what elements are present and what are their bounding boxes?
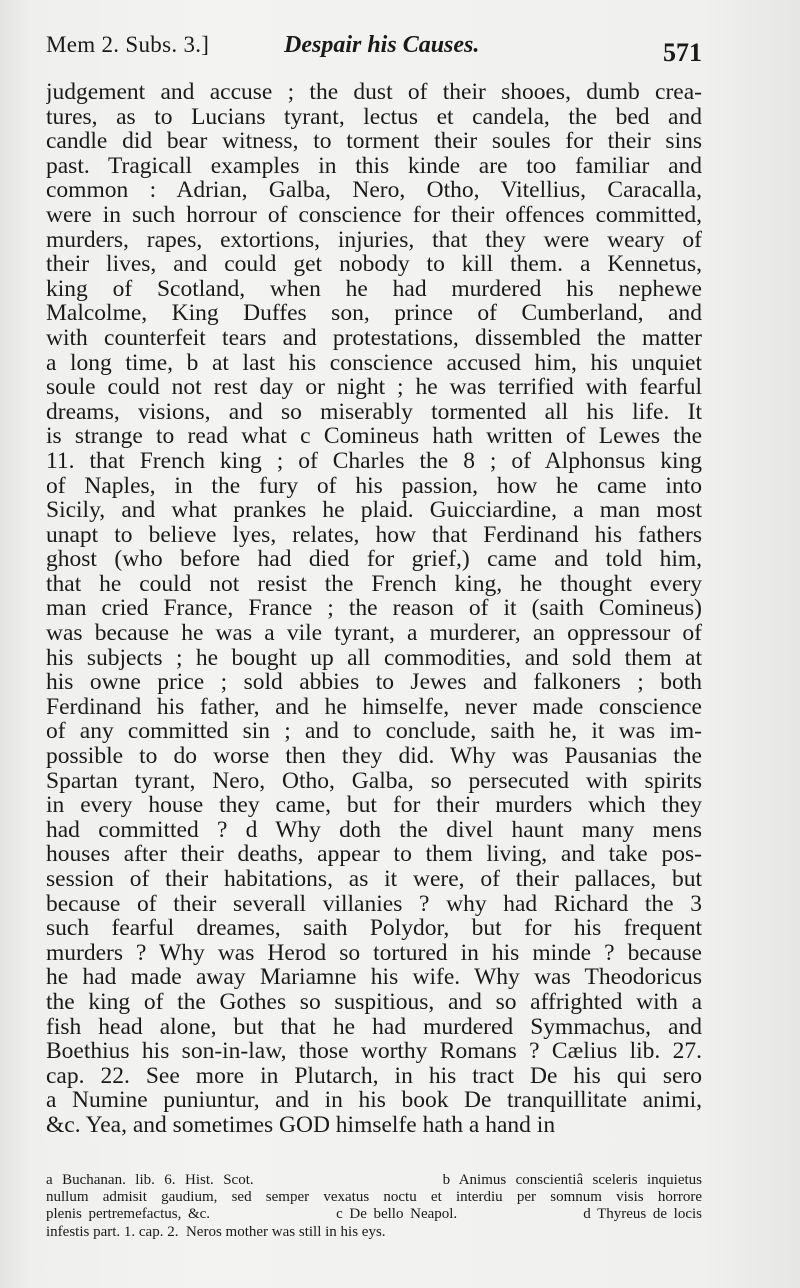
text-line: a long time, b at last his conscience accused him, his unquiet bbox=[46, 350, 702, 376]
text-line: judgement and accuse ; the dust of their shooes, dumb crea- bbox=[46, 80, 702, 105]
text-line: their lives, and could get nobody to kill them. a Kennetus, bbox=[46, 252, 702, 277]
text-line: had committed ? d Why doth the divel haunt many mens bbox=[46, 817, 702, 843]
text-line: session of their habitations, as it were, of their pallaces, but bbox=[46, 867, 702, 892]
text-line: cap. 22. See more in Plutarch, in his tract De his qui sero bbox=[46, 1063, 702, 1089]
text-line: fish head alone, but that he had murdered Symmachus, and bbox=[46, 1014, 702, 1040]
text-line: Boethius his son-in-law, those worthy Romans ? Cælius lib. 27. bbox=[46, 1039, 702, 1064]
text-line: dreams, visions, and so miserably tormented all his life. It bbox=[46, 399, 702, 425]
text-line: possible to do worse then they did. Why was Pausanias the bbox=[46, 744, 702, 769]
text-line: his subjects ; he bought up all commodities, and sold them at bbox=[46, 645, 702, 671]
text-line: were in such horrour of conscience for their offences committed, bbox=[46, 202, 702, 228]
text-line: the king of the Gothes so suspitious, and so affrighted with a bbox=[46, 989, 702, 1015]
text-line: a Numine puniuntur, and in his book De tranquillitate animi, bbox=[46, 1088, 702, 1113]
text-line: that he could not resist the French king, he thought every bbox=[46, 571, 702, 597]
text-line: 11. that French king ; of Charles the 8 ; of Alphonsus king bbox=[46, 448, 702, 474]
text-line: Spartan tyrant, Nero, Otho, Galba, so persecuted with spirits bbox=[46, 768, 702, 794]
text-line: in every house they came, but for their murders which they bbox=[46, 793, 702, 818]
text-line: such fearful dreames, saith Polydor, but for his frequent bbox=[46, 916, 702, 941]
footnote-line: infestis part. 1. cap. 2. Neros mother was still in his eys. bbox=[46, 1223, 386, 1240]
footnote-line: nullum admisit gaudium, sed semper vexatus noctu et interdiu per somnum visis horrore bbox=[46, 1189, 702, 1206]
running-header bbox=[46, 30, 702, 70]
header-title: Despair his Causes. bbox=[284, 32, 480, 58]
text-line: of Naples, in the fury of his passion, how he came into bbox=[46, 473, 702, 499]
text-line: is strange to read what c Comineus hath written of Lewes the bbox=[46, 424, 702, 449]
text-line: tures, as to Lucians tyrant, lectus et candela, the bed and bbox=[46, 104, 702, 130]
text-line: of any committed sin ; and to conclude, saith he, it was im- bbox=[46, 719, 702, 745]
text-line: candle did bear witness, to torment their soules for their sins bbox=[46, 129, 702, 154]
text-line: &c. Yea, and sometimes GOD himselfe hath a hand in bbox=[46, 1112, 556, 1138]
text-line: houses after their deaths, appear to them living, and take pos- bbox=[46, 842, 702, 867]
text-line: soule could not rest day or night ; he was terrified with fearful bbox=[46, 375, 702, 400]
footnotes bbox=[46, 1172, 702, 1241]
text-line: because of their severall villanies ? why had Richard the 3 bbox=[46, 891, 702, 917]
text-line: man cried France, France ; the reason of it (saith Comineus) bbox=[46, 596, 702, 622]
page-number: 571 bbox=[663, 38, 702, 67]
text-line: ghost (who before had died for grief,) came and told him, bbox=[46, 547, 702, 572]
text-line: with counterfeit tears and protestations, dissembled the matter bbox=[46, 325, 702, 351]
text-line: unapt to believe lyes, relates, how that Ferdinand his fathers bbox=[46, 522, 702, 548]
text-line: murders ? Why was Herod so tortured in his minde ? because bbox=[46, 940, 702, 966]
text-line: king of Scotland, when he had murdered his nephewe bbox=[46, 276, 702, 302]
footnote-line: a Buchanan. lib. 6. Hist. Scot. b Animus conscientiâ sceleris inquietus bbox=[46, 1172, 702, 1188]
text-line: his owne price ; sold abbies to Jewes and falkoners ; both bbox=[46, 670, 702, 695]
text-line: Sicily, and what prankes he plaid. Guicciardine, a man most bbox=[46, 498, 702, 523]
text-line: Ferdinand his father, and he himselfe, never made conscience bbox=[46, 694, 702, 720]
text-line: he had made away Mariamne his wife. Why was Theodoricus bbox=[46, 965, 702, 990]
header-section-ref: Mem 2. Subs. 3.] bbox=[46, 32, 210, 57]
text-line: murders, rapes, extortions, injuries, that they were weary of bbox=[46, 227, 702, 253]
text-line: common : Adrian, Galba, Nero, Otho, Vitellius, Caracalla, bbox=[46, 178, 702, 203]
main-text bbox=[46, 80, 702, 1138]
text-line: past. Tragicall examples in this kinde are too familiar and bbox=[46, 153, 702, 179]
text-line: was because he was a vile tyrant, a murderer, an oppressour of bbox=[46, 621, 702, 646]
footnote-line: plenis pertremefactus, &c. c De bello Neapol. d Thyreus de locis bbox=[46, 1206, 702, 1223]
text-line: Malcolme, King Duffes son, prince of Cumberland, and bbox=[46, 301, 702, 326]
